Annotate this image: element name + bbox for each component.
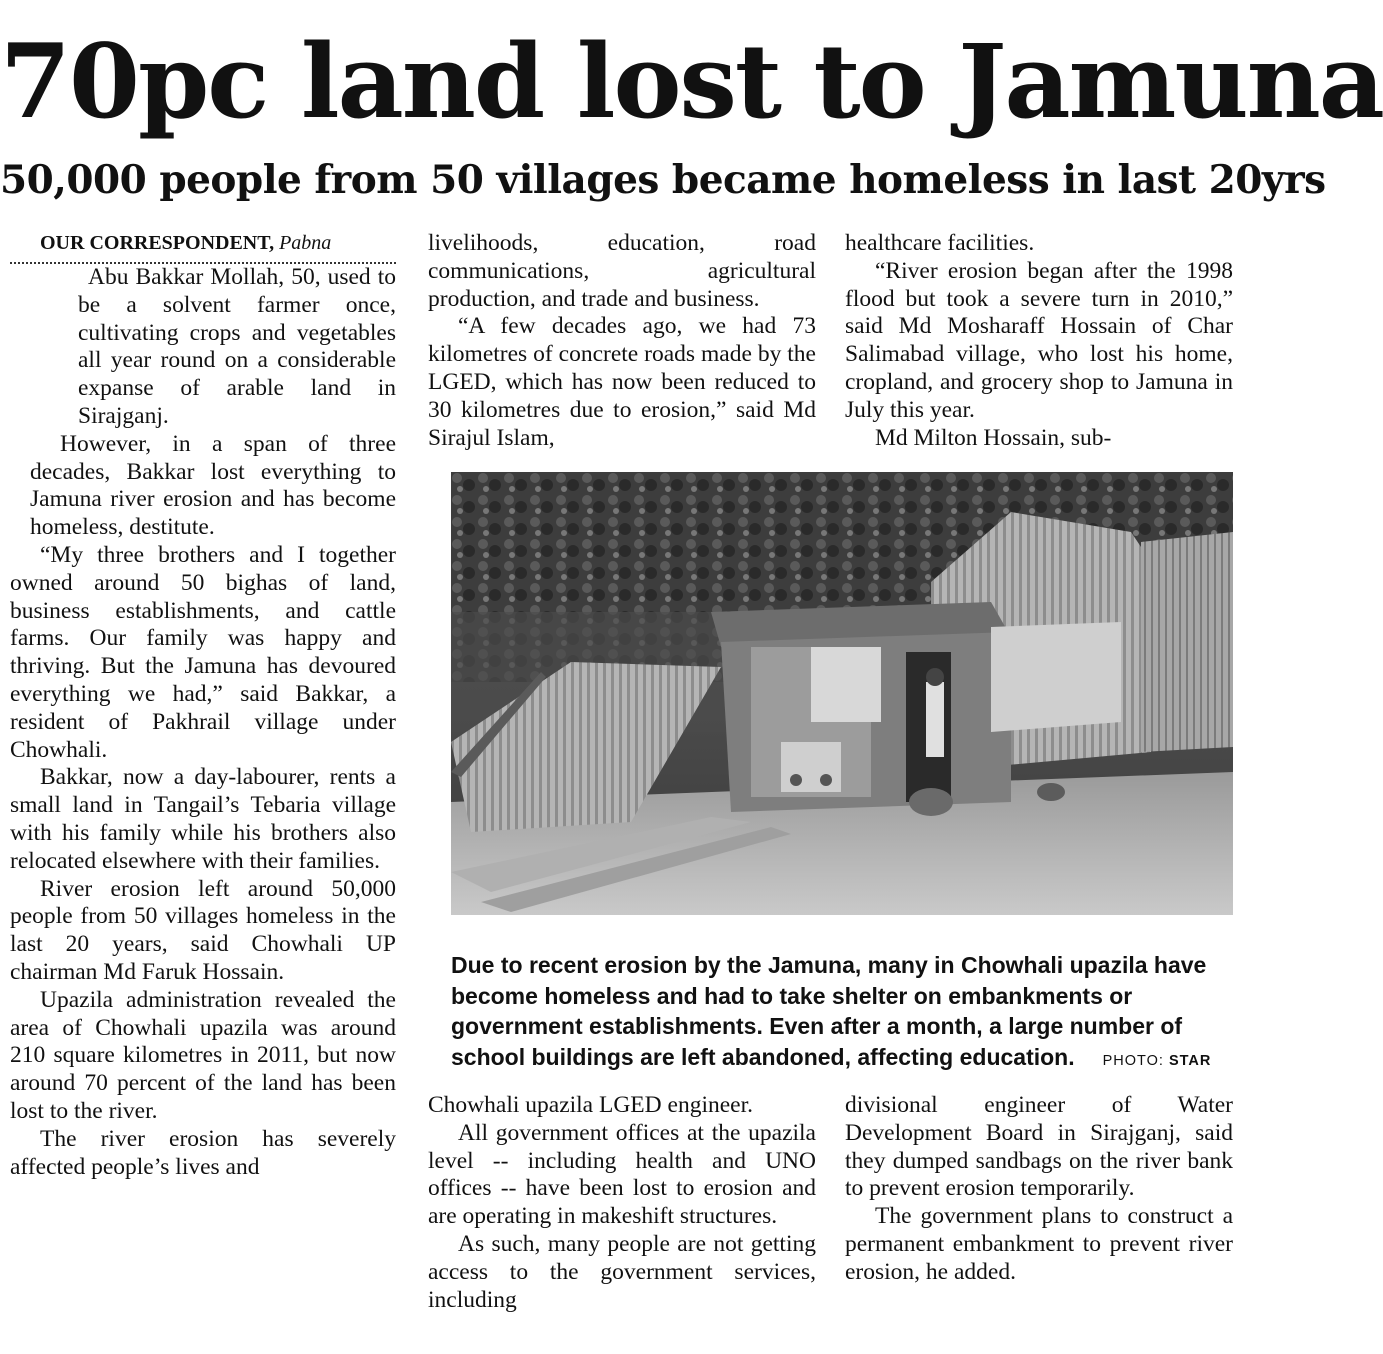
- paragraph: healthcare facilities.: [845, 230, 1035, 256]
- paragraph: However, in a span of three decades, Bakkar lost everything to Jamuna river erosion and has become homeless, destitute.: [30, 430, 396, 541]
- subheadline: 50,000 people from 50 villages became homeless in last 20yrs: [0, 157, 1326, 203]
- headline: 70pc land lost to Jamuna: [0, 22, 1383, 142]
- paragraph: Upazila administration revealed the area of Chowhali upazila was around 210 square kilometres in 2011, but now around 70 percent of the land has been lost to the river.: [10, 986, 396, 1124]
- byline-author: OUR CORRESPONDENT,: [40, 232, 275, 254]
- news-photo: [451, 472, 1233, 915]
- paragraph: livelihoods, education, road communications, agricultural production, and trade and business.: [428, 230, 816, 312]
- article-column-1: [10, 230, 396, 1181]
- paragraph: All government offices at the upazila level -- including health and UNO offices -- have been lost to erosion and are operating in makeshift structures.: [428, 1119, 816, 1230]
- paragraph: River erosion left around 50,000 people from 50 villages homeless in the last 20 years, said Chowhali UP chairman Md Faruk Hossain.: [10, 875, 396, 985]
- credit-source: STAR: [1168, 1052, 1212, 1069]
- byline: [10, 230, 396, 264]
- photo-credit: [1103, 1053, 1212, 1069]
- article-column-3-top: [845, 230, 1233, 452]
- paragraph: Md Milton Hossain, sub-: [875, 424, 1112, 451]
- paragraph: The river erosion has severely affected people’s lives and: [10, 1125, 396, 1180]
- article-column-2-bottom: [428, 1092, 816, 1314]
- credit-prefix: PHOTO:: [1102, 1052, 1164, 1069]
- paragraph: divisional engineer of Water Development Board in Sirajganj, said they dumped sandbags on the river bank to prevent erosion temporarily.: [845, 1092, 1233, 1202]
- caption-text: Due to recent erosion by the Jamuna, many in Chowhali upazila have become homeless and had to take shelter on embankments or government establishments. Even after a month, a large number of school buildings are left abandoned, affecting education.: [451, 952, 1207, 1070]
- paragraph: Chowhali upazila LGED engineer.: [428, 1092, 753, 1118]
- paragraph: “River erosion began after the 1998 flood but took a severe turn in 2010,” said Md Mosharaff Hossain of Char Salimabad village, who lost his home, cropland, and grocery shop to Jamuna in July this year.: [845, 257, 1233, 423]
- photo-illustration: [451, 472, 1233, 915]
- paragraph: Bakkar, now a day-labourer, rents a small land in Tangail’s Tebaria village with his family while his brothers also relocated elsewhere with their families.: [10, 764, 396, 874]
- article-column-2-top: [428, 230, 816, 452]
- paragraph: “A few decades ago, we had 73 kilometres of concrete roads made by the LGED, which has now been reduced to 30 kilometres due to erosion,” said Md Sirajul Islam,: [428, 313, 816, 451]
- article-column-3-bottom: [845, 1092, 1233, 1287]
- byline-location: Pabna: [279, 232, 332, 254]
- paragraph: Abu Bakkar Mollah, 50, used to be a solvent farmer once, cultivating crops and vegetables all year round on a considerable expanse of arable land in Sirajganj.: [78, 264, 396, 429]
- paragraph: As such, many people are not getting access to the government services, including: [428, 1230, 816, 1313]
- paragraph: The government plans to construct a permanent embankment to prevent river erosion, he added.: [845, 1203, 1233, 1285]
- photo-caption: [451, 950, 1233, 1076]
- paragraph: “My three brothers and I together owned around 50 bighas of land, business establishments, and cattle farms. Our family was happy and thriving. But the Jamuna has devoured everything we had,” said Bakkar, a resident of Pakhrail village under Chowhali.: [10, 541, 396, 763]
